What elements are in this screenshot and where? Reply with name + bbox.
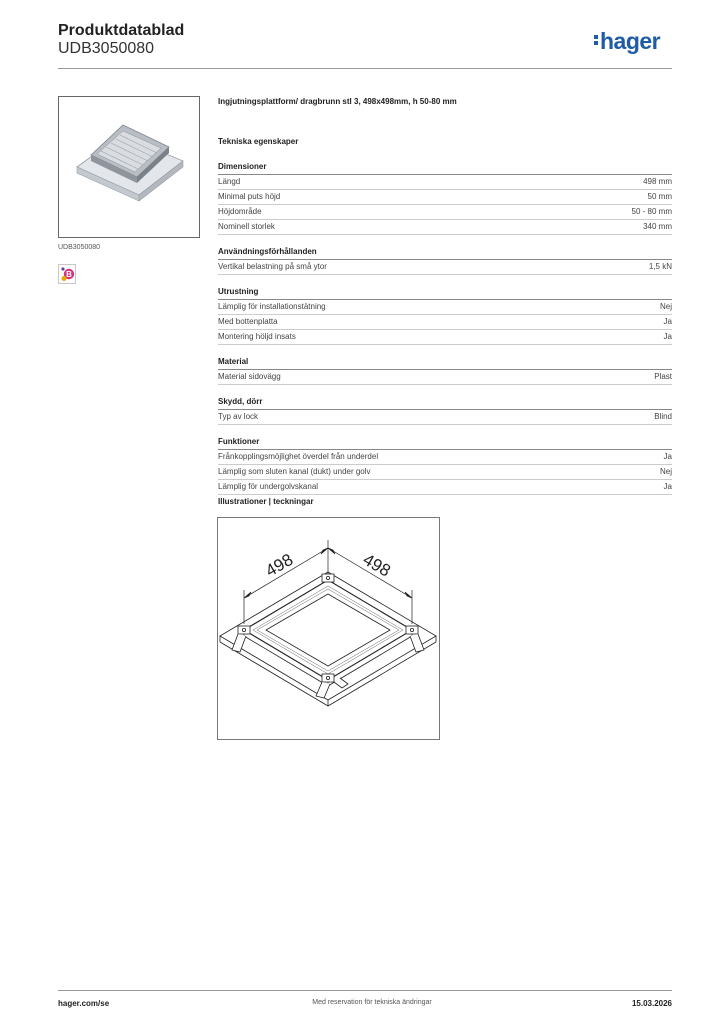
spec-value: 50 - 80 mm — [631, 207, 672, 216]
logo-text: hager — [600, 28, 661, 54]
spec-value: Nej — [659, 467, 672, 476]
spec-value: Plast — [654, 372, 672, 381]
spec-label: Material sidovägg — [218, 372, 281, 381]
product-description: Ingjutningsplattform/ dragbrunn stl 3, 498x498mm, h 50-80 mm — [218, 97, 457, 106]
dimension-label-left: 498 — [262, 549, 297, 581]
spec-label: Vertikal belastning på små ytor — [218, 262, 327, 271]
spec-group-functions — [218, 433, 672, 495]
spec-group-protection — [218, 393, 672, 425]
floor-box-platform-icon — [59, 97, 199, 237]
spec-group-title: Funktioner — [218, 433, 672, 450]
spec-value: 50 mm — [647, 192, 672, 201]
spec-row — [218, 450, 672, 465]
document-title: Produktdatablad — [58, 22, 185, 39]
footer-date: 15.03.2026 — [631, 999, 672, 1008]
spec-label: Med bottenplatta — [218, 317, 278, 326]
footer-website[interactable]: hager.com/se — [58, 999, 110, 1008]
badge-letter: B — [66, 270, 72, 279]
spec-label: Längd — [218, 177, 241, 186]
spec-value: 1,5 kN — [648, 262, 672, 271]
hager-logo — [594, 28, 660, 55]
spec-row — [218, 410, 672, 425]
spec-row — [218, 330, 672, 345]
spec-row — [218, 190, 672, 205]
platform-dimension-drawing — [218, 518, 439, 739]
spec-value: Ja — [663, 332, 672, 341]
spec-group-equipment — [218, 283, 672, 345]
spec-row — [218, 480, 672, 495]
spec-row — [218, 315, 672, 330]
dimension-drawing — [217, 517, 440, 740]
spec-label: Höjdområde — [218, 207, 262, 216]
spec-label: Montering höljd insats — [218, 332, 296, 341]
specs-column — [218, 96, 672, 495]
dimension-label-right: 498 — [359, 549, 394, 581]
spec-value: Nej — [659, 302, 672, 311]
spec-label: Minimal puts höjd — [218, 192, 281, 201]
spec-row — [218, 205, 672, 220]
spec-value: Blind — [654, 412, 672, 421]
spec-label: Typ av lock — [218, 412, 259, 421]
spec-label: Lämplig som sluten kanal (dukt) under golv — [218, 467, 371, 476]
specs-title: Tekniska egenskaper — [218, 137, 299, 146]
spec-row — [218, 175, 672, 190]
b-label-icon — [59, 265, 75, 283]
header-divider — [58, 68, 672, 69]
product-code: UDB3050080 — [58, 40, 155, 57]
spec-group-title: Användningsförhållanden — [218, 243, 672, 260]
spec-label: Lämplig för installationstätning — [218, 302, 326, 311]
spec-group-title: Utrustning — [218, 283, 672, 300]
image-caption: UDB3050080 — [58, 244, 101, 251]
product-image — [58, 96, 200, 238]
spec-label: Nominell storlek — [218, 222, 275, 231]
footer-note: Med reservation för tekniska ändringar — [312, 999, 432, 1006]
spec-group-title: Material — [218, 353, 672, 370]
spec-row — [218, 465, 672, 480]
spec-row — [218, 300, 672, 315]
spec-value: 498 mm — [643, 177, 672, 186]
spec-value: Ja — [663, 317, 672, 326]
spec-label: Frånkopplingsmöjlighet överdel från underdel — [218, 452, 379, 461]
spec-label: Lämplig för undergolvskanal — [218, 482, 319, 491]
spec-value: Ja — [663, 452, 672, 461]
spec-group-title: Dimensioner — [218, 158, 672, 175]
spec-row — [218, 370, 672, 385]
spec-group-title: Skydd, dörr — [218, 393, 672, 410]
spec-row — [218, 220, 672, 235]
footer-divider — [58, 990, 672, 991]
logo-mark-icon — [594, 33, 598, 47]
spec-group-material — [218, 353, 672, 385]
spec-value: Ja — [663, 482, 672, 491]
spec-group-dimensions — [218, 158, 672, 235]
spec-row — [218, 260, 672, 275]
spec-value: 340 mm — [643, 222, 672, 231]
product-badge — [58, 264, 76, 284]
spec-group-usage — [218, 243, 672, 275]
illustrations-title: Illustrationer | teckningar — [218, 497, 314, 506]
